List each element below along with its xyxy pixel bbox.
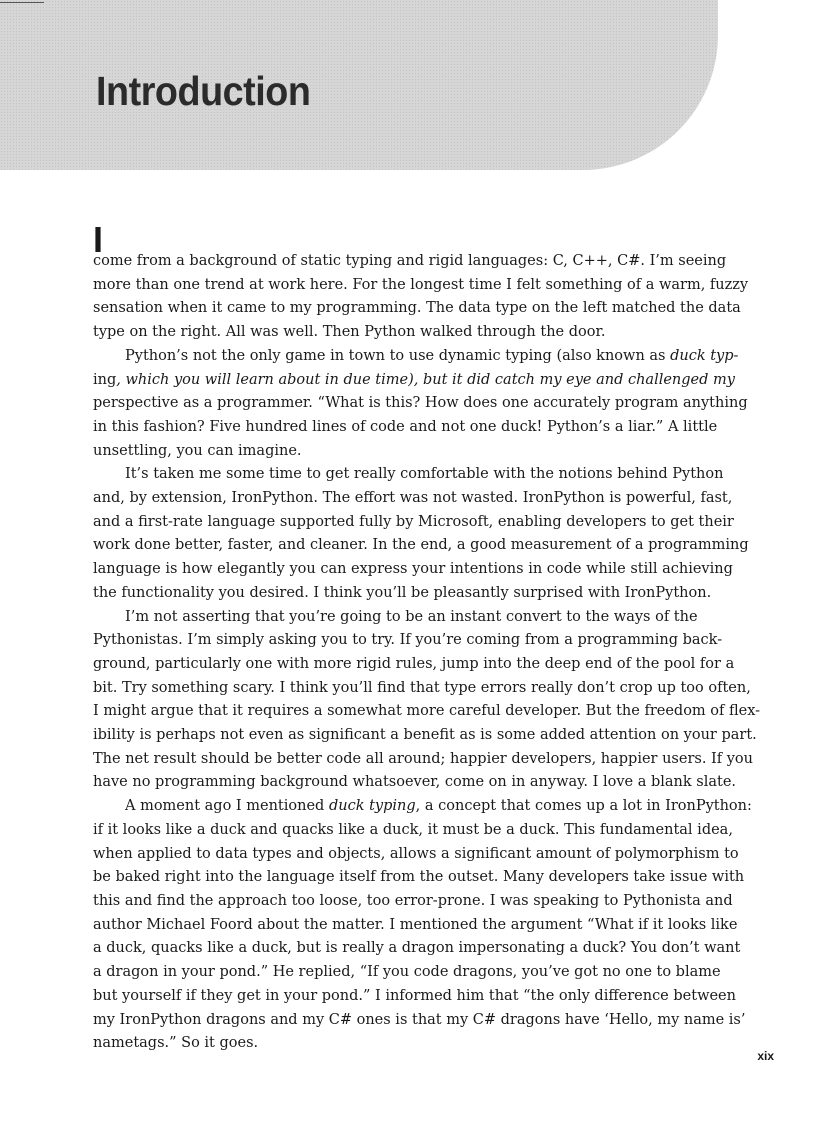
text-segment: author Michael Foord about the matter. I mentioned the argument “What if it looks like: [93, 916, 738, 933]
emphasis-text: , which you will learn about in due time), but it did catch my eye and challenged my: [116, 371, 735, 388]
text-line: [93, 703, 760, 719]
text-line: [93, 988, 736, 1004]
text-segment: sensation when it came to my programming. The data type on the left matched the data: [93, 300, 741, 317]
text-segment: if it looks like a duck and quacks like a duck, it must be a duck. This fundamental idea,: [93, 821, 733, 838]
text-line: [125, 798, 752, 814]
emphasis-text: duck typing: [328, 798, 416, 815]
text-line: [93, 253, 726, 269]
text-segment: my IronPython dragons and my C# ones is that my C# dragons have ‘Hello, my name is’: [93, 1011, 746, 1028]
text-segment: unsettling, you can imagine.: [93, 442, 302, 459]
text-line: [93, 964, 721, 980]
text-segment: ibility is perhaps not even as significant a benefit as is some added attention on your part.: [93, 727, 757, 744]
text-line: [93, 372, 735, 388]
text-line: [93, 324, 605, 340]
text-segment: come from a background of static typing and rigid languages: C, C++, C#. I’m seeing: [93, 253, 727, 269]
paragraph: [93, 795, 752, 1056]
text-line: [125, 348, 738, 364]
text-segment: a dragon in your pond.” He replied, “If you code dragons, you’ve got no one to blame: [93, 964, 721, 981]
emphasis-text: duck typ-: [670, 347, 739, 364]
text-line: [93, 940, 740, 956]
text-line: [93, 395, 748, 411]
text-segment: be baked right into the language itself from the outset. Many developers take issue with: [93, 869, 745, 886]
corner-rule: [0, 2, 44, 3]
text-line: [93, 300, 741, 316]
text-line: [93, 419, 717, 435]
text-line: [93, 1035, 258, 1051]
text-segment: perspective as a programmer. “What is this? How does one accurately program anything: [93, 395, 748, 412]
text-segment: Pythonistas. I’m simply asking you to try. If you’re coming from a programming back-: [93, 632, 723, 649]
page-number: xix: [757, 1049, 774, 1063]
text-line: [93, 727, 757, 743]
text-segment: ing: [93, 371, 117, 388]
text-segment: I might argue that it requires a somewhat more careful developer. But the freedom of flex-: [93, 703, 761, 720]
paragraph: [93, 345, 748, 464]
text-line: [93, 917, 737, 933]
text-segment: when applied to data types and objects, allows a significant amount of polymorphism to: [93, 845, 739, 862]
text-line: [93, 537, 749, 553]
text-segment: a duck, quacks like a duck, but is really a dragon impersonating a duck? You don’t want: [93, 940, 741, 957]
text-line: [125, 609, 698, 625]
text-line: [93, 774, 736, 790]
text-segment: this and find the approach too loose, too error-prone. I was speaking to Pythonista and: [93, 892, 733, 909]
text-segment: bit. Try something scary. I think you’ll find that type errors really don’t crop up too often,: [93, 679, 751, 696]
text-line: [93, 869, 744, 885]
text-line: [93, 585, 711, 601]
text-line: [93, 443, 302, 459]
text-segment: I’m not asserting that you’re going to be an instant convert to the ways of the: [125, 608, 698, 625]
drop-cap: I: [93, 219, 104, 260]
text-line: [93, 561, 733, 577]
chapter-title: Introduction: [96, 68, 311, 114]
text-segment: and a first-rate language supported fully by Microsoft, enabling developers to get their: [93, 513, 734, 530]
text-segment: in this fashion? Five hundred lines of code and not one duck! Python’s a liar.” A little: [93, 418, 718, 435]
text-segment: language is how elegantly you can express your intentions in code while still achieving: [93, 561, 733, 578]
text-line: [93, 656, 734, 672]
text-line: [93, 1012, 746, 1028]
text-line: [93, 490, 732, 506]
text-segment: , a concept that comes up a lot in IronPython:: [415, 798, 752, 815]
text-segment: ground, particularly one with more rigid rules, jump into the deep end of the pool for a: [93, 655, 735, 672]
text-segment: the functionality you desired. I think you’ll be pleasantly surprised with IronPython.: [93, 584, 712, 601]
text-line: [93, 277, 748, 293]
text-line: [93, 751, 753, 767]
text-segment: Python’s not the only game in town to use dynamic typing (also known as: [125, 347, 671, 364]
text-segment: but yourself if they get in your pond.” I informed him that “the only difference between: [93, 987, 736, 1004]
text-segment: It’s taken me some time to get really comfortable with the notions behind Python: [125, 466, 724, 483]
paragraph: [93, 606, 761, 796]
text-line: [125, 466, 723, 482]
text-line: [93, 632, 722, 648]
text-segment: more than one trend at work here. For the longest time I felt something of a warm, fuzzy: [93, 276, 749, 293]
text-segment: type on the right. All was well. Then Python walked through the door.: [93, 324, 606, 341]
text-line: [93, 514, 734, 530]
body-text: [93, 219, 761, 1056]
text-line: [93, 680, 751, 696]
text-segment: nametags.” So it goes.: [93, 1035, 259, 1052]
text-segment: work done better, faster, and cleaner. In the end, a good measurement of a programming: [93, 537, 749, 554]
text-segment: A moment ago I mentioned: [125, 798, 329, 815]
paragraph: [93, 463, 749, 605]
text-line: [93, 846, 739, 862]
text-line: [93, 893, 733, 909]
text-segment: and, by extension, IronPython. The effort was not wasted. IronPython is powerful, fast,: [93, 490, 733, 507]
paragraph: [93, 219, 749, 345]
text-segment: The net result should be better code all around; happier developers, happier users. If you: [93, 750, 754, 767]
text-line: [93, 822, 733, 838]
text-segment: have no programming background whatsoever, come on in anyway. I love a blank slate.: [93, 774, 737, 791]
